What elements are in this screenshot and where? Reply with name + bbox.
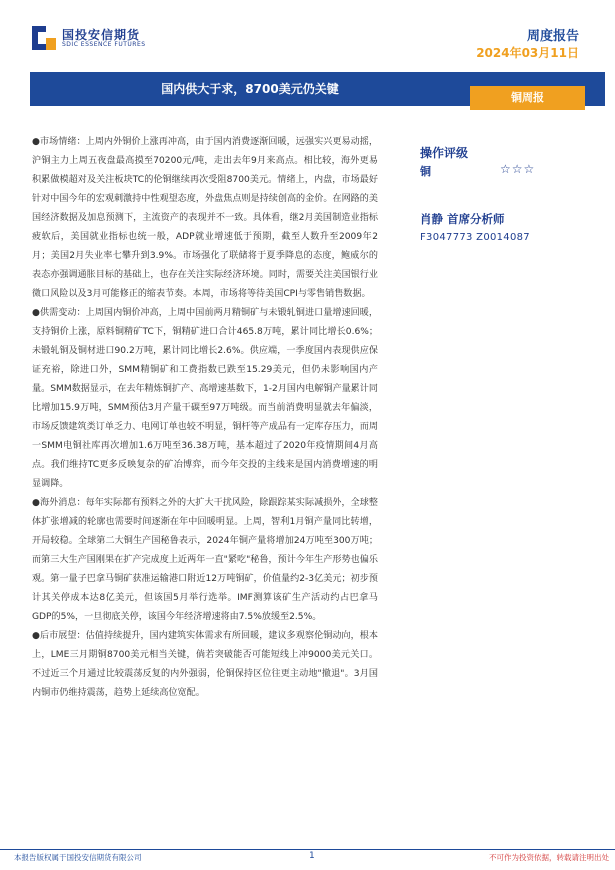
analyst-certificate: F3047773 Z0014087 [420,232,530,243]
paragraph-market-sentiment: ●市场情绪：上周内外铜价上涨再冲高，由于国内消费逐渐回暖，远强实兴更易动摇，沪铜主力上周五夜盘最高摸至70200元/吨，走出去年9月来高点。相比较，海外更易积累做模超对及关注板块TC的伦铜继续再次受阻8700美元。情绪上，内盘，市场最好针对中国今年的宏观刺激持中性观望态度，外盘焦点则是持续创高的金价。在网路的美国经济数据及加息预测下，主流资产的表现并不一致。具体看，继2月美国制造业指标疲软后，美国就业指标也统一般，ADP就业增速低于预期，截至人数升至2009年2月；美国2月失业率七攀升到3.9%。市场强化了联储将于夏季降息的态度，鲍威尔的表态亦强调通胀目标的基础上，也存在关注实际经济环境。同时，需要关注美国银行业微口风险以及3月可能修正的缩表节奏。本周，市场将等待美国CPI与零售销售数据。 [32,137,378,299]
paragraph-supply-demand: ●供需变动：上周国内铜价冲高，上周中国前两月精铜矿与未锻轧铜进口量增速回暖，支持铜价上涨，原料铜精矿TC下，铜精矿进口合计465.8万吨，累计同比增长0.6%；未锻轧铜及铜材进口90.2万吨，累计同比增长2.6%。供应端，一季度国内表现供应保证充裕，除进口外，SMM精铜矿和工费指数已跌至15.29美元，但仍未影响国内产量。SMM数据显示，在去年精炼铜扩产、高增速基数下，1-2月国内电解铜产量累计同比增加15.9万吨，SMM预估3月产量干碳至97万吨级。而当前消费明显就去年偏淡，市场反馈建筑类订单乏力、电网订单也较不明显，铜杆等产成品有一定库存压力，而周一SMM电铜社库再次增加1.6万吨至36.38万吨，基本超过了2020年疫情期间4月高点。我们维持TC更多反映复杂的矿冶博弈，而今年交投的主线来是国内消费增速的明显调降。 [32,308,378,489]
footer-notice: 不可作为投资依据，转载请注明出处 [489,853,609,862]
title-bar [30,72,605,106]
logo-english-name: SDIC ESSENCE FUTURES [62,41,146,48]
company-logo [32,26,202,50]
report-tag: 铜周报 [470,86,585,110]
report-body [32,133,378,703]
rating-stars-icon: ☆☆☆ [500,162,536,176]
report-date: 2024年03月11日 [476,46,579,60]
logo-chinese-name: 国投安信期货 [62,28,141,42]
report-type: 周度报告 [526,29,579,44]
report-title: 国内供大于求，8700美元仍关键 [161,82,339,96]
logo-mark-icon [32,26,56,50]
footer-copyright: 本报告版权属于国投安信期货有限公司 [14,853,142,862]
paragraph-overseas-news: ●海外消息：每年实际都有预料之外的大扩大干扰风险，除跟踪某实际减损外，全球整体扩张增减的轮廓也需要时间逐渐在年中回暖明显。上周，智利1月铜产量同比转增，开局较稳。全球第二大铜生产国秘鲁表示，2024年铜产量将增加24万吨至300万吨；而第三大生产国刚果在扩产完成度上近两年一直"紧吃"秘鲁，预计今年生产形势也偏乐观。第一量子巴拿马铜矿获准运输港口附近12万吨铜矿，价值量约2-3亿美元；初步预计其关停成本达8亿美元，但该国5月举行选举。IMF测算该矿生产活动约占巴拿马GDP的5%，一旦彻底关停，该国今年经济增速将由7.5%放缓至2.5%。 [32,498,378,622]
page-number: 1 [309,851,315,861]
rating-commodity: 铜 [420,165,431,178]
analyst-name: 肖静 首席分析师 [420,212,505,226]
footer-divider [0,849,615,850]
rating-label: 操作评级 [420,146,469,160]
paragraph-outlook: ●后市展望：估值持续提升，国内建筑实体需求有所回暖，建议多观察伦铜动向，根本上，LME三月期铜8700美元相当关键，倘若突破能否可能短线上冲9000美元关口。不过近三个月通过比较震荡反复的内外强弱，伦铜保持区位往更主动地"撤退"。3月国内铜市仍维持震荡，趋势上延续高位宽配。 [32,631,378,698]
